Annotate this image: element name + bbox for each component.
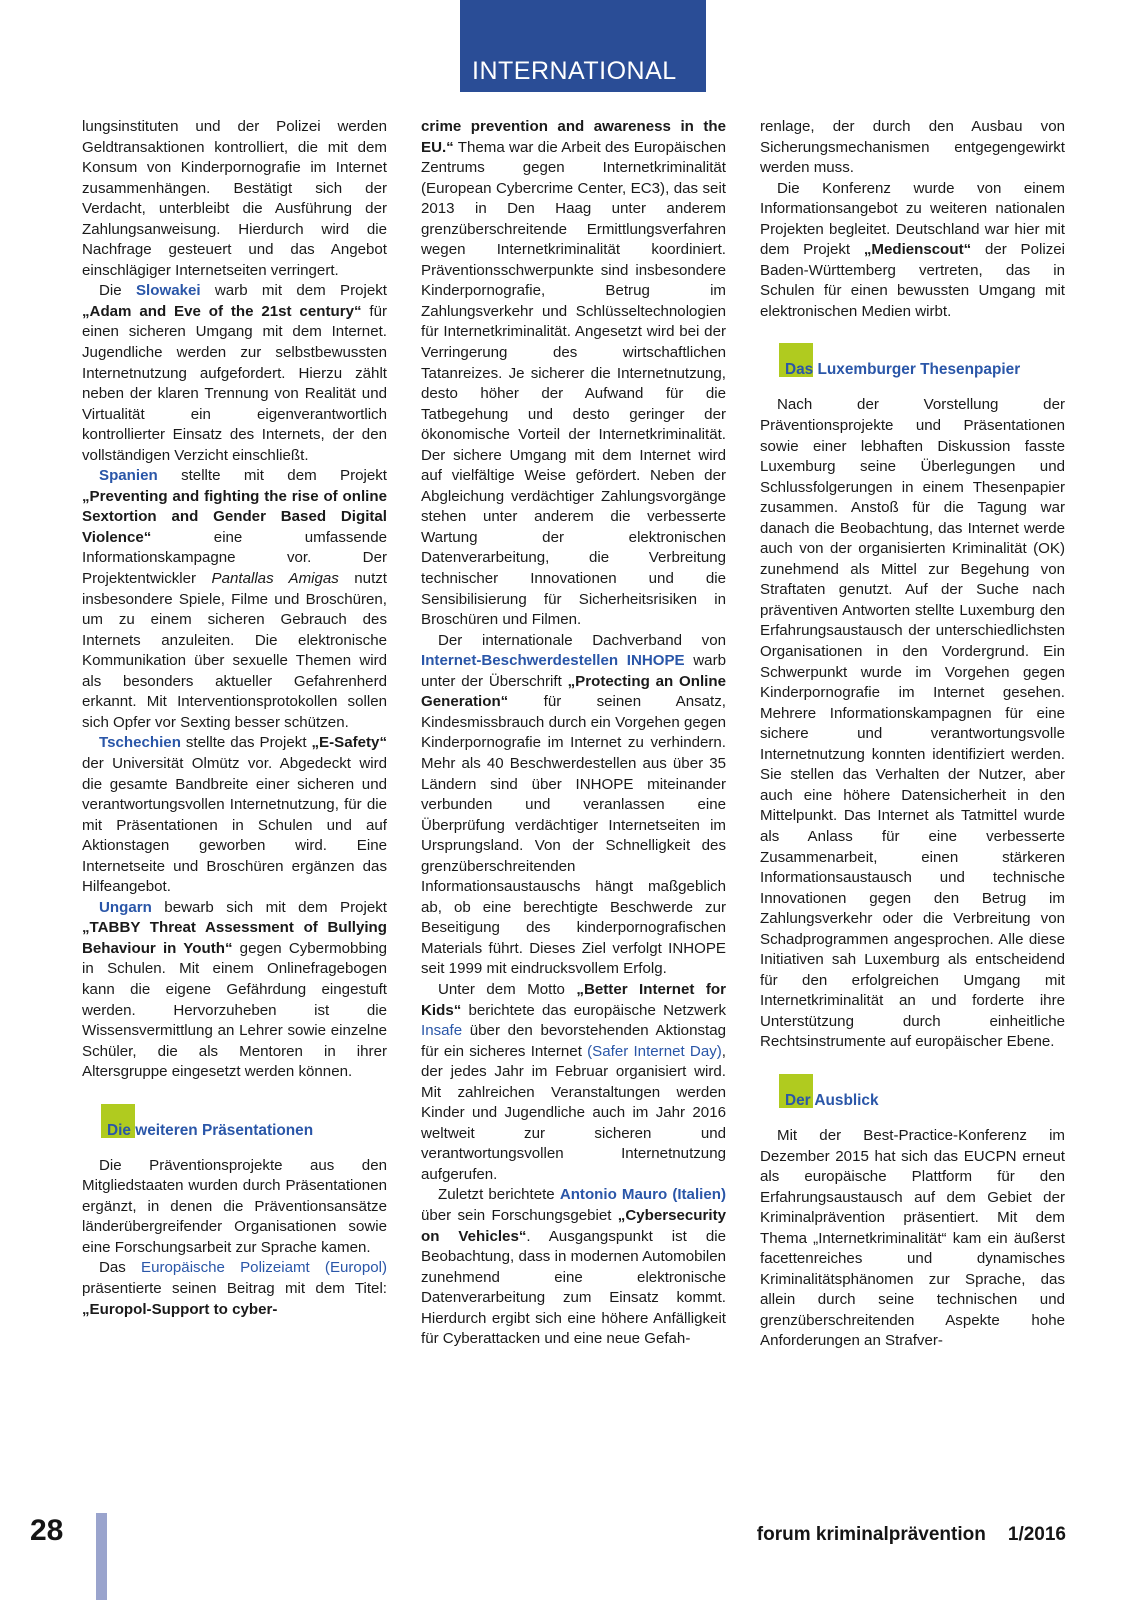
project-title: „E-Safety“: [311, 734, 387, 752]
column-1: [82, 117, 387, 1437]
paragraph: [82, 1156, 387, 1259]
campaign-title: „Better Internet for Kids“: [421, 980, 726, 1019]
paragraph: [82, 1258, 387, 1320]
project-title: „TABBY Threat Assessment of Bullying Behaviour in Youth“: [82, 919, 387, 957]
organisation-inhope: Internet-Beschwerdestellen INHOPE: [421, 652, 685, 670]
organisation-italic: Pantallas Amigas: [211, 570, 339, 588]
text-run: eine umfassende Informationskampagne vor. Der Projektentwickler: [82, 528, 387, 588]
text-run: Zuletzt berichtete: [438, 1186, 560, 1204]
paragraph: [82, 281, 387, 466]
text-run: stellte das Projekt: [180, 734, 312, 752]
country-name-ungarn: Ungarn: [99, 898, 152, 916]
banner-title: INTERNATIONAL: [472, 57, 677, 85]
text-run: Die: [99, 282, 136, 300]
text-run: über den bevorstehenden Aktionstag für ein sicheres Internet: [421, 1022, 726, 1060]
footer-publication-info: [757, 1525, 1066, 1544]
section-heading-text: Das Luxemburger Thesenpapier: [785, 361, 1021, 379]
paragraph-text: lungsinstituten und der Polizei werden Geldtransaktionen kontrolliert, die mit dem Konsum von Kinderpornografie im Internet zusammenhängen. Bestätigt sich der Verdacht, unterbleibt die Ausführung der Zahlungsanweisung. Hierdurch wird die Nachfrage gesteuert und das Angebot einschlägiger Internetseiten verringert.: [82, 118, 387, 279]
text-run: nutzt insbesondere Spiele, Filme und Broschüren, um zu einem sicheren Gebrauch des Internets anzuleiten. Die elektronische Kommunikation über sexuelle Themen wird als besonders aktueller Gefahrenherd erkannt. Mit Interventionsprotokollen sollen sich Opfer vor Sexting besser schützen.: [82, 570, 388, 731]
contribution-title-cont: crime prevention and awareness in the EU.“: [421, 118, 726, 156]
section-heading-luxemburger-thesenpapier: [760, 343, 1065, 381]
event-safer-internet-day: (Safer Internet Day): [587, 1042, 722, 1060]
paragraph: [421, 980, 726, 1185]
paragraph: [760, 179, 1065, 323]
campaign-title: „Protecting an Online Generation“: [421, 672, 726, 711]
paragraph: [421, 631, 726, 980]
column-2: [421, 117, 726, 1437]
person-antonio-mauro: Antonio Mauro (Italien): [559, 1186, 726, 1204]
text-run: für seinen Ansatz, Kindesmissbrauch durch ein Vorgehen gegen Kinderpornografie im Internet zu verhindern. Mehr als 40 Beschwerdestellen aus über 35 Ländern sind über INHOPE miteinander verbunden und veranlassen eine Überprüfung verdächtiger Internetseiten im Ursprungsland. Von der Schnelligkeit des grenzüberschreitenden Informationsaustauschs hängt maßgeblich ab, ob eine berechtigte Beschwerde zur Beseitigung des kinderpornografischen Materials führt. Dieses Ziel verfolgt INHOPE seit 1999 mit eindrucksvollem Erfolg.: [421, 693, 726, 978]
country-name-spanien: Spanien: [99, 467, 158, 485]
text-run: Die Konferenz wurde von einem Informationsangebot zu weiteren nationalen Projekten begleitet. Deutschland war hier mit dem Projekt: [760, 179, 1065, 259]
project-title-medienscout: „Medienscout“: [863, 241, 972, 259]
section-heading-weitere-praesentationen: [82, 1104, 387, 1142]
text-run: präsentierte seinen Beitrag mit dem Titel:: [82, 1279, 387, 1297]
country-name-tschechien: Tschechien: [99, 734, 181, 752]
paragraph-text: Die Präventionsprojekte aus den Mitgliedstaaten wurden durch Präsentationen ergänzt, in denen die Präventionsansätze länderübergreifender Organisationen sowie eine Forschungsarbeit zur Sprache kamen.: [82, 1156, 387, 1256]
paragraph: [421, 1185, 726, 1349]
text-run: gegen Cybermobbing in Schulen. Mit einem Onlinefragebogen kann die eigene Gefährdung eingestuft werden. Hervorzuheben ist die Wissensvermittlung an Lehrer sowie einzelne Schüler, die als Mentoren in ihrer Altersgruppe eingesetzt werden können.: [82, 939, 387, 1081]
text-run: Unter dem Motto: [438, 980, 577, 998]
footer-accent-bar: [96, 1513, 107, 1600]
organisation-insafe: Insafe: [421, 1022, 463, 1040]
page-number: 28: [30, 1514, 64, 1547]
paragraph: [82, 466, 387, 733]
text-run: warb mit dem Projekt: [200, 282, 388, 300]
publication-name: forum kriminalprävention: [756, 1524, 986, 1545]
text-run: Der internationale Dachverband von: [438, 631, 726, 649]
paragraph-text: Mit der Best-Practice-Konferenz im Dezember 2015 hat sich das EUCPN erneut als europäische Plattform für den Erfahrungsaustausch auf dem Gebiet der Kriminalprävention präsentiert. Mit dem Thema „Internetkriminalität“ kam ein äußerst facettenreiches und dynamisches Kriminalitätsphänomen zur Sprache, das allein durch seine technischen und grenzüberschreitenden Aspekte hohe Anforderungen an Strafver-: [760, 1126, 1065, 1350]
column-3: [760, 117, 1065, 1437]
text-run: stellte mit dem Projekt: [157, 467, 387, 485]
project-title: „Adam and Eve of the 21st century“: [82, 302, 362, 320]
section-heading-text: Der Ausblick: [785, 1091, 879, 1109]
text-run: bewarb sich mit dem Projekt: [151, 898, 387, 916]
article-columns: [82, 117, 1066, 1437]
country-name-slowakei: Slowakei: [135, 282, 201, 300]
contribution-title: „Europol-Support to cyber-: [82, 1300, 278, 1318]
paragraph: [760, 1126, 1065, 1352]
paragraph: [760, 395, 1065, 1053]
paragraph: [82, 117, 387, 281]
text-run: berichtete das europäische Netzwerk: [461, 1001, 726, 1019]
paragraph: [760, 117, 1065, 179]
text-run: Das: [99, 1259, 142, 1277]
paragraph: [421, 117, 726, 631]
text-run: der Universität Olmütz vor. Abgedeckt wird die gesamte Bandbreite einer sicheren und verantwortungsvollen Internetnutzung, für die mit Präsentationen in Schulen und auf Aktionstagen geworben wird. Eine Internetseite und Broschüren ergänzen das Hilfeangebot.: [82, 754, 387, 896]
section-banner: [460, 0, 706, 92]
section-heading-text: Die weiteren Präsentationen: [107, 1121, 314, 1139]
text-run: Thema war die Arbeit des Europäischen Zentrums gegen Internetkriminalität (European Cybercrime Center, EC3), das seit 2013 in Den Haag unter anderem grenzüberschreitende Ermittlungsverfahren wegen Internetkriminalität koordiniert. Präventionsschwerpunkte sind insbesondere Kinderpornografie, Betrug im Zahlungsverkehr und Schlüsseltechnologien für Internetkriminalität. Angesetzt wird bei der Verringerung des wirtschaftlichen Tatanreizes. Je sicherer die Internetnutzung, desto höher der Aufwand für die Tatbegehung und desto geringer der ökonomische Vorteil der Internetkriminalität. Der sichere Umgang mit dem Internet wird auf vielfältige Weise gefördert. Neben der Abgleichung verdächtiger Zahlungsvorgänge stehen unter anderem die verbesserte Wartung der elektronischen Datenverarbeitung, die Verbreitung technischer Innovationen und die Sensibilisierung für Sicherheitsrisiken in Broschüren und Filmen.: [421, 138, 726, 629]
paragraph-text: Nach der Vorstellung der Präventionsprojekte und Präsentationen sowie einer lebhaften Diskussion fasste Luxemburg seine Überlegungen und Schlussfolgerungen in einem Thesenpapier zusammen. Anstoß für die Tagung war danach die Beobachtung, das Internet werde auch von der organisierten Kriminalität (OK) zunehmend als Mittel zur Begehung von Straftaten genutzt. Auf der Suche nach präventiven Antworten stellte Luxemburg den Erfahrungsaustausch der unterschiedlichsten Organisationen in den Vordergrund. Ein Schwerpunkt wurde im Vorgehen gegen Kinderpornografie im Internet gesehen. Mehrere Informationskampagnen für eine sichere und verantwortungsvolle Internetnutzung konnten identifiziert werden. Sie stellen das Verhalten der Nutzer, aber auch eine höhere Datensicherheit in den Mittelpunkt. Das Internet als Tatmittel wurde als Anlass für eine verbesserte Zusammenarbeit, einen stärkeren Informationsaustausch und technische Innovationen gegen den Betrug im Zahlungsverkehr oder die Verbreitung von Schadprogrammen angesprochen. Alle diese Initiativen sah Luxemburg als entscheidend für den erfolgreichen Umgang mit Internetkriminalität an und forderte ihre Unterstützung durch einheitliche Rechtsinstrumente auf europäischer Ebene.: [760, 396, 1065, 1051]
project-title: „Preventing and fighting the rise of online Sextortion and Gender Based Digital Violence“: [82, 487, 387, 546]
text-run: über sein Forschungsgebiet: [421, 1206, 618, 1224]
text-run: , der jedes Jahr im Februar organisiert wird. Mit zahlreichen Veranstaltungen werden Kinder und Jugendliche auch im Jahr 2016 weltweit zur sicheren und verantwortungsvollen Internetnutzung aufgerufen.: [421, 1042, 726, 1183]
text-run: . Ausgangspunkt ist die Beobachtung, dass in modernen Automobilen zunehmend eine elektronische Datenverarbeitung zum Einsatz kommt. Hierdurch ergibt sich eine höhere Anfälligkeit für Cyberattacken und eine neue Gefah-: [421, 1227, 726, 1348]
section-heading-der-ausblick: [760, 1074, 1065, 1112]
research-title: „Cybersecurity on Vehicles“: [421, 1206, 726, 1245]
text-run: für einen sicheren Umgang mit dem Internet. Jugendliche werden zur selbstbewussten Internetnutzung aufgefordert. Hierzu zählt neben der klaren Trennung von Realität und Virtualität ein eigenverantwortlich kontrollierter Einsatz des Internets, der den vollständigen Verzicht einschließt.: [82, 302, 387, 464]
issue-number: 1/2016: [1007, 1524, 1066, 1545]
text-run: warb unter der Überschrift: [421, 652, 726, 690]
paragraph-text: renlage, der durch den Ausbau von Sicherungsmechanismen entgegengewirkt werden muss.: [760, 118, 1065, 177]
paragraph: [82, 898, 387, 1083]
organisation-europol: Europäische Polizeiamt (Europol): [141, 1259, 387, 1277]
paragraph: [82, 733, 387, 897]
text-run: der Polizei Baden-Württemberg vertreten, das in Schulen für einen bewussten Umgang mit elektronischen Medien wirbt.: [760, 241, 1065, 320]
